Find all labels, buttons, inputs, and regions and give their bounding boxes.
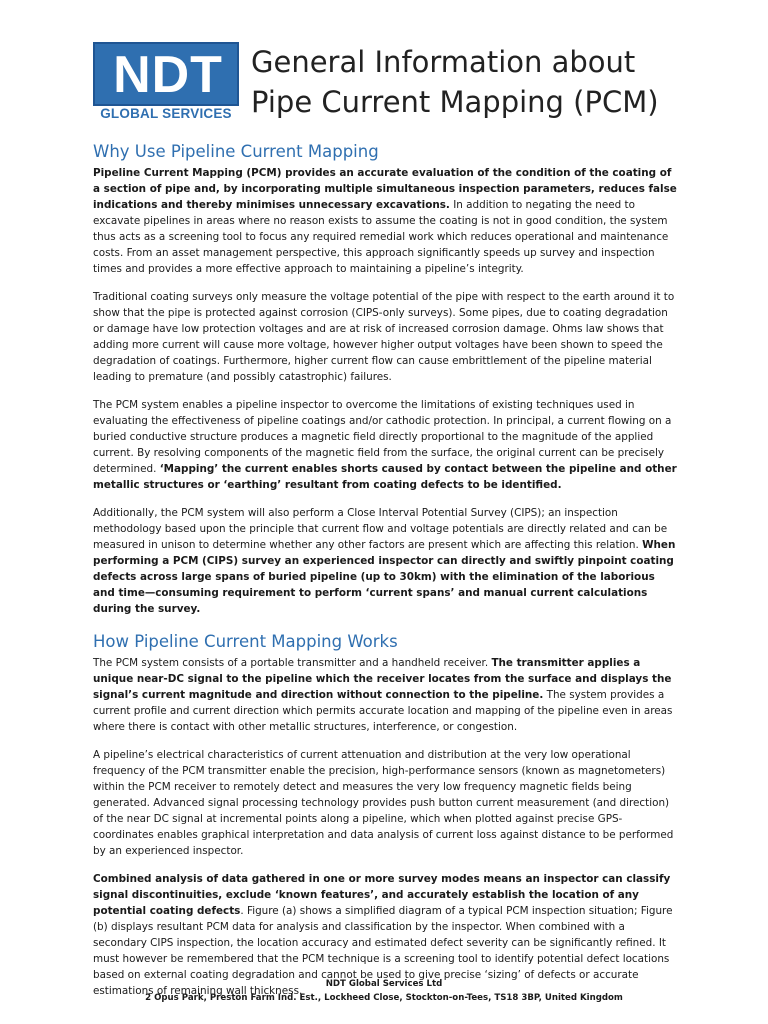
bold-text: The transmitter applies a unique near-DC signal to the pipeline which the receiver locates from the surface and displays the signal’s current magnitude and direction without connection to the pipeline. <box>93 657 672 701</box>
paragraph <box>93 505 677 617</box>
logo-main-text: NDT <box>113 46 223 104</box>
footer-address: 2 Opus Park, Preston Farm Ind. Est., Lockheed Close, Stockton-on-Tees, TS18 3BP, United Kingdom <box>145 993 623 1003</box>
document-body <box>93 139 677 1011</box>
body-text: In addition to negating the need to excavate pipelines in areas where no reason exists to assume the coating is not in good condition, the system thus acts as a screening tool to focus any required remedial work which reduces operational and maintenance costs. From an asset management perspective, this approach significantly speeds up survey and inspection times and provides a more effective approach to maintaining a pipeline’s integrity. <box>93 199 669 275</box>
body-text: The PCM system enables a pipeline inspector to overcome the limitations of existing techniques used in evaluating the effectiveness of pipeline coatings and/or cathodic protection. In principal, a current flowing on a buried conductive structure produces a magnetic field directly proportional to the magnitude of the applied current. By resolving components of the magnetic field from the surface, the original current can be precisely determined. <box>93 399 672 475</box>
bold-text: Pipeline Current Mapping (PCM) provides an accurate evaluation of the condition of the coating of a section of pipe and, by incorporating multiple simultaneous inspection parameters, reduces false indications and thereby minimises unnecessary excavations. <box>93 167 677 211</box>
section-heading-how: How Pipeline Current Mapping Works <box>93 632 398 651</box>
logo-box <box>93 42 239 106</box>
body-text: The PCM system consists of a portable transmitter and a handheld receiver. <box>93 657 492 669</box>
paragraph <box>93 165 677 277</box>
bold-text: ‘Mapping’ the current enables shorts caused by contact between the pipeline and other metallic structures or ‘earthing’ resultant from coating defects to be identified. <box>93 463 677 491</box>
body-text: . Figure (a) shows a simplified diagram of a typical PCM inspection situation; Figure (b) displays resultant PCM data for analysis and classification by the inspector. When combined with a secondary CIPS inspection, the location accuracy and estimated defect severity can be significantly refined. It must however be remembered that the PCM technique is a screening tool to identify potential defect locations based on external coating degradation and cannot be used to give precise ‘sizing’ of defects or accurate estimations of remaining wall thickness. <box>93 905 673 997</box>
paragraph <box>93 655 677 735</box>
body-text: Additionally, the PCM system will also perform a Close Interval Potential Survey (CIPS); an inspection methodology based upon the principle that current flow and voltage potentials are directly related and can be measured in unison to determine whether any other factors are present which are affecting this relation. <box>93 507 668 551</box>
bold-text: When performing a PCM (CIPS) survey an experienced inspector can directly and swiftly pinpoint coating defects across large spans of buried pipeline (up to 30km) with the elimination of the laborious and time—consuming requirement to perform ‘current spans’ and manual current calculations during the survey. <box>93 539 676 615</box>
page-title <box>251 42 721 122</box>
logo-sub-text: GLOBAL SERVICES <box>100 106 232 121</box>
paragraph <box>93 397 677 493</box>
section-heading-why: Why Use Pipeline Current Mapping <box>93 142 379 161</box>
paragraph: A pipeline’s electrical characteristics of current attenuation and distribution at the very low operational frequency of the PCM transmitter enable the precision, high-performance sensors (known as magnetometers) within the PCM receiver to remotely detect and measures the very low frequency magnetic fields being generated. Advanced signal processing technology provides push button current measurement (and direction) of the near DC signal at incremental points along a pipeline, which when plotted against precise GPS-coordinates enables graphical interpretation and data analysis of current loss against distance to be performed by an experienced inspector. <box>93 749 674 857</box>
paragraph: Traditional coating surveys only measure the voltage potential of the pipe with respect to the earth around it to show that the pipe is protected against corrosion (CIPS-only surveys). Some pipes, due to coating degradation or damage have low protection voltages and are at risk of increased corrosion damage. Ohms law shows that adding more current will cause more voltage, however higher output voltages have been shown to speed the degradation of coatings. Furthermore, higher current flow can cause embrittlement of the pipeline material leading to premature (and possibly catastrophic) failures. <box>93 291 675 383</box>
title-line-2: Pipe Current Mapping (PCM) <box>251 85 659 119</box>
page-header <box>93 40 733 122</box>
footer-company: NDT Global Services Ltd <box>325 979 443 989</box>
company-logo <box>93 42 239 120</box>
body-text: The system provides a current profile and current direction which permits accurate location and mapping of the pipeline even in areas where there is contact with other metallic structures, interference, or congestion. <box>93 689 673 733</box>
bold-text: Combined analysis of data gathered in one or more survey modes means an inspector can classify signal discontinuities, exclude ‘known features’, and accurately establish the location of any potential coating defects <box>93 873 671 917</box>
page-footer <box>0 977 768 1005</box>
title-line-1: General Information about <box>251 45 636 79</box>
